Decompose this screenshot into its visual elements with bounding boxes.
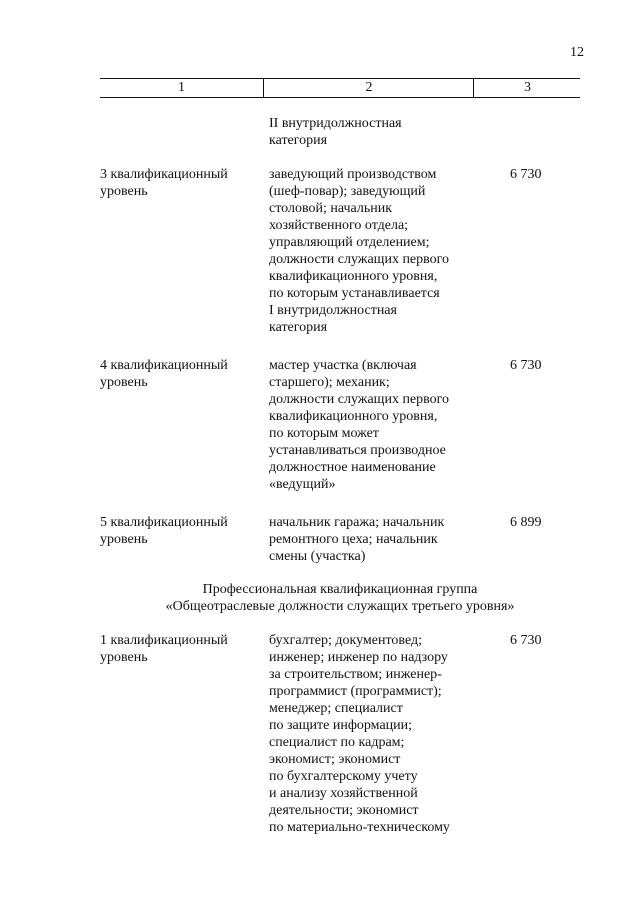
positions-list (269, 632, 479, 836)
position-line: должности служащих первого (269, 392, 450, 407)
position-line: деятельности; экономист (269, 803, 419, 818)
position-line: по которым может (269, 426, 379, 441)
salary-value: 6 730 (510, 633, 542, 648)
level-line: 3 квалификационный (100, 167, 228, 182)
position-line: и анализу хозяйственной (269, 786, 418, 801)
position-line: за строительством; инженер- (269, 667, 442, 682)
position-line: хозяйственного отдела; (269, 218, 409, 233)
page-number: 12 (570, 45, 584, 60)
group-heading (100, 581, 580, 615)
qualification-level (100, 632, 260, 666)
salary-value: 6 899 (510, 515, 542, 530)
positions-list (269, 166, 479, 336)
position-line: менеджер; специалист (269, 701, 403, 716)
level-line: уровень (100, 184, 148, 199)
position-line: устанавливаться производное (269, 443, 446, 458)
table-header (100, 78, 580, 98)
salary-value: 6 730 (510, 358, 542, 373)
header-col-3: 3 (473, 79, 581, 97)
level-line: уровень (100, 650, 148, 665)
position-line: начальник гаража; начальник (269, 515, 445, 530)
position-line: мастер участка (включая (269, 358, 417, 373)
position-line: квалификационного уровня, (269, 409, 438, 424)
qualification-level (100, 166, 260, 200)
group-heading-line: Профессиональная квалификационная группа (202, 582, 478, 597)
level-line: уровень (100, 532, 148, 547)
position-line: по материально-техническому (269, 820, 450, 835)
qualification-level (100, 514, 260, 548)
position-line: управляющий отделением; (269, 235, 430, 250)
position-line: бухгалтер; документовед; (269, 633, 422, 648)
position-line: категория (269, 320, 328, 335)
position-line: специалист по кадрам; (269, 735, 405, 750)
qualification-level (100, 357, 260, 391)
category-note (269, 115, 479, 149)
position-line: I внутридолжностная (269, 303, 397, 318)
category-note-line: II внутридолжностная (269, 116, 402, 131)
positions-list (269, 357, 479, 493)
header-col-2: 2 (263, 79, 474, 97)
position-line: смены (участка) (269, 549, 366, 564)
category-note-line: категория (269, 133, 328, 148)
position-line: заведующий производством (269, 167, 437, 182)
position-line: старшего); механик; (269, 375, 390, 390)
position-line: столовой; начальник (269, 201, 393, 216)
position-line: инженер; инженер по надзору (269, 650, 448, 665)
level-line: 1 квалификационный (100, 633, 228, 648)
position-line: должностное наименование (269, 460, 436, 475)
group-heading-line: «Общеотраслевые должности служащих третьего уровня» (165, 599, 515, 614)
position-line: по бухгалтерскому учету (269, 769, 418, 784)
positions-list (269, 514, 479, 565)
header-col-1: 1 (178, 80, 185, 95)
position-line: ремонтного цеха; начальник (269, 532, 438, 547)
position-line: экономист; экономист (269, 752, 401, 767)
level-line: уровень (100, 375, 148, 390)
position-line: должности служащих первого (269, 252, 450, 267)
position-line: по защите информации; (269, 718, 413, 733)
level-line: 4 квалификационный (100, 358, 228, 373)
level-line: 5 квалификационный (100, 515, 228, 530)
position-line: квалификационного уровня, (269, 269, 438, 284)
position-line: по которым устанавливается (269, 286, 440, 301)
position-line: программист (программист); (269, 684, 442, 699)
position-line: «ведущий» (269, 477, 336, 492)
salary-value: 6 730 (510, 167, 542, 182)
position-line: (шеф-повар); заведующий (269, 184, 426, 199)
